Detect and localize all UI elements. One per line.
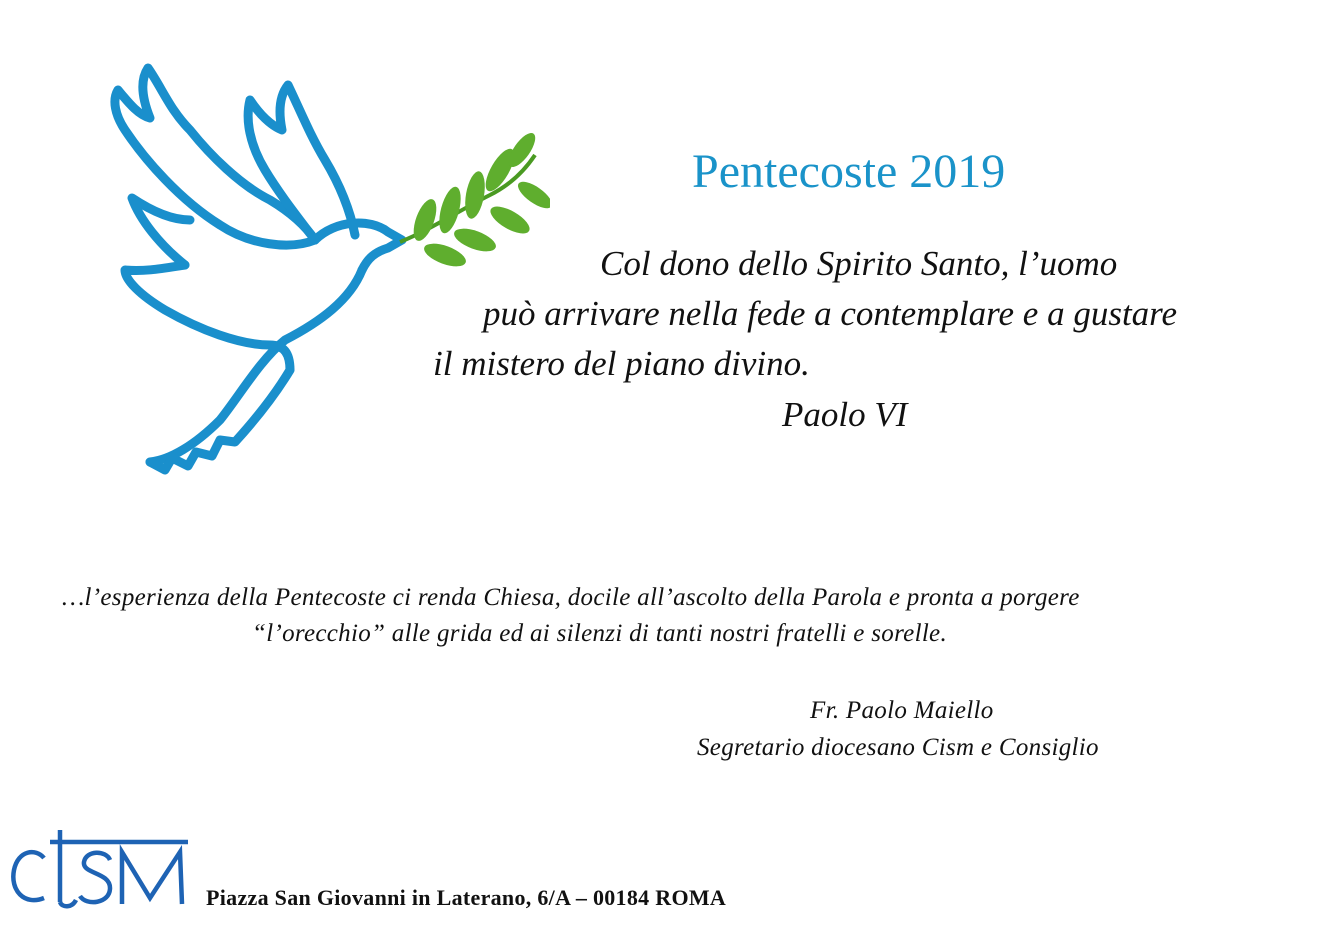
- quote-line-1: Col dono dello Spirito Santo, l’uomo: [600, 244, 1118, 283]
- signature-name: Fr. Paolo Maiello: [810, 697, 994, 724]
- page-title: Pentecoste 2019: [692, 145, 1006, 198]
- quote-author: Paolo VI: [782, 395, 908, 434]
- message-line-2: “l’orecchio” alle grida ed ai silenzi di tanti nostri fratelli e sorelle.: [252, 620, 948, 647]
- quote-line-3: il mistero del piano divino.: [433, 344, 810, 383]
- dove-with-olive-branch-icon: [70, 60, 550, 490]
- quote-line-2: può arrivare nella fede a contemplare e a gustare: [483, 294, 1178, 333]
- cism-logo: [10, 828, 190, 910]
- signature-role: Segretario diocesano Cism e Consiglio: [697, 734, 1099, 761]
- footer-address: Piazza San Giovanni in Laterano, 6/A – 00184 ROMA: [206, 885, 727, 910]
- message-line-1: …l’esperienza della Pentecoste ci renda Chiesa, docile all’ascolto della Parola e pronta a porgere: [62, 584, 1080, 611]
